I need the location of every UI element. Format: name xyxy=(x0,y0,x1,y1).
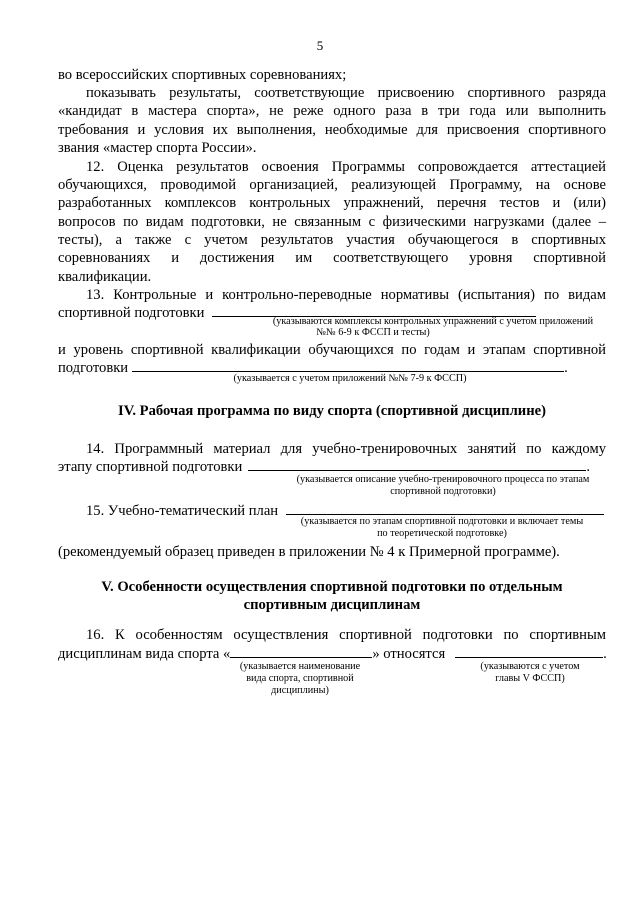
page-number: 5 xyxy=(316,38,324,53)
field-hint: (указываются комплексы контрольных упражнений с учетом приложений xyxy=(272,316,594,327)
text-line: звания «мастер спорта России». xyxy=(58,140,257,156)
text-line: тесты), а также с учетом результатов участия обучающегося в спортивных xyxy=(58,232,606,248)
section-heading-4: IV. Рабочая программа по виду спорта (спортивной дисциплине) xyxy=(118,403,546,419)
text-line: вопросов по видам подготовки, не связанным с физическими нагрузками (далее – xyxy=(58,214,606,230)
text-line: квалификации. xyxy=(58,269,152,285)
text-line: соревнованиях и достижения им соответствующего уровня спортивной xyxy=(58,250,606,266)
text-line: этапу спортивной подготовки xyxy=(58,459,243,475)
line-end-period: . xyxy=(603,646,607,662)
field-hint: по теоретической подготовке) xyxy=(377,528,507,539)
line-end-period: . xyxy=(564,360,568,376)
text-line: подготовки xyxy=(58,360,129,376)
fill-blank-features xyxy=(455,645,603,658)
text-line: 15. Учебно-тематический план xyxy=(86,503,279,519)
field-hint: (указывается наименование xyxy=(239,661,361,672)
text-line: показывать результаты, соответствующие присвоению спортивного разряда xyxy=(86,85,606,101)
field-hint: вида спорта, спортивной xyxy=(246,673,354,684)
field-hint: главы V ФССП) xyxy=(495,673,565,684)
text-line: дисциплинам вида спорта « xyxy=(58,646,231,662)
text-line: спортивной подготовки xyxy=(58,305,205,321)
section-heading-5: V. Особенности осуществления спортивной подготовки по отдельным xyxy=(101,579,563,595)
text-line: » относятся xyxy=(372,646,446,662)
text-line: 12. Оценка результатов освоения Программы сопровождается аттестацией xyxy=(86,159,606,175)
text-line: обучающихся, проводимой организацией, реализующей Программу, на основе xyxy=(58,177,606,193)
field-hint: спортивной подготовки) xyxy=(390,486,496,497)
line-end-period: . xyxy=(586,459,590,475)
text-line: требования и условия их выполнения, необходимые для присвоения спортивного xyxy=(58,122,606,138)
field-hint: (указывается описание учебно-тренировочного процесса по этапам xyxy=(296,474,590,485)
text-line: «кандидат в мастера спорта», не реже одного раза в три года или выполнить xyxy=(58,103,606,119)
text-line: 13. Контрольные и контрольно-переводные нормативы (испытания) по видам xyxy=(86,287,606,303)
field-hint: дисциплины) xyxy=(271,685,329,696)
text-line: (рекомендуемый образец приведен в приложении № 4 к Примерной программе). xyxy=(58,544,560,560)
field-hint: (указывается по этапам спортивной подготовки и включает темы xyxy=(300,516,584,527)
fill-blank xyxy=(132,359,564,372)
field-hint: (указывается с учетом приложений №№ 7-9 к ФССП) xyxy=(233,373,467,384)
fill-blank xyxy=(286,502,604,515)
text-line: разработанных комплексов контрольных упражнений, перечня тестов и (или) xyxy=(58,195,606,211)
text-line: и уровень спортивной квалификации обучающихся по годам и этапам спортивной xyxy=(58,342,606,358)
text-line: 16. К особенностям осуществления спортивной подготовки по спортивным xyxy=(86,627,606,643)
text-line: во всероссийских спортивных соревнованиях; xyxy=(58,67,347,83)
fill-blank xyxy=(248,458,586,471)
fill-blank-sport xyxy=(230,645,372,658)
field-hint: (указываются с учетом xyxy=(480,661,580,672)
field-hint: №№ 6-9 к ФССП и тесты) xyxy=(316,327,430,338)
text-line: 14. Программный материал для учебно-тренировочных занятий по каждому xyxy=(86,441,606,457)
section-heading-5-cont: спортивным дисциплинам xyxy=(243,597,421,613)
